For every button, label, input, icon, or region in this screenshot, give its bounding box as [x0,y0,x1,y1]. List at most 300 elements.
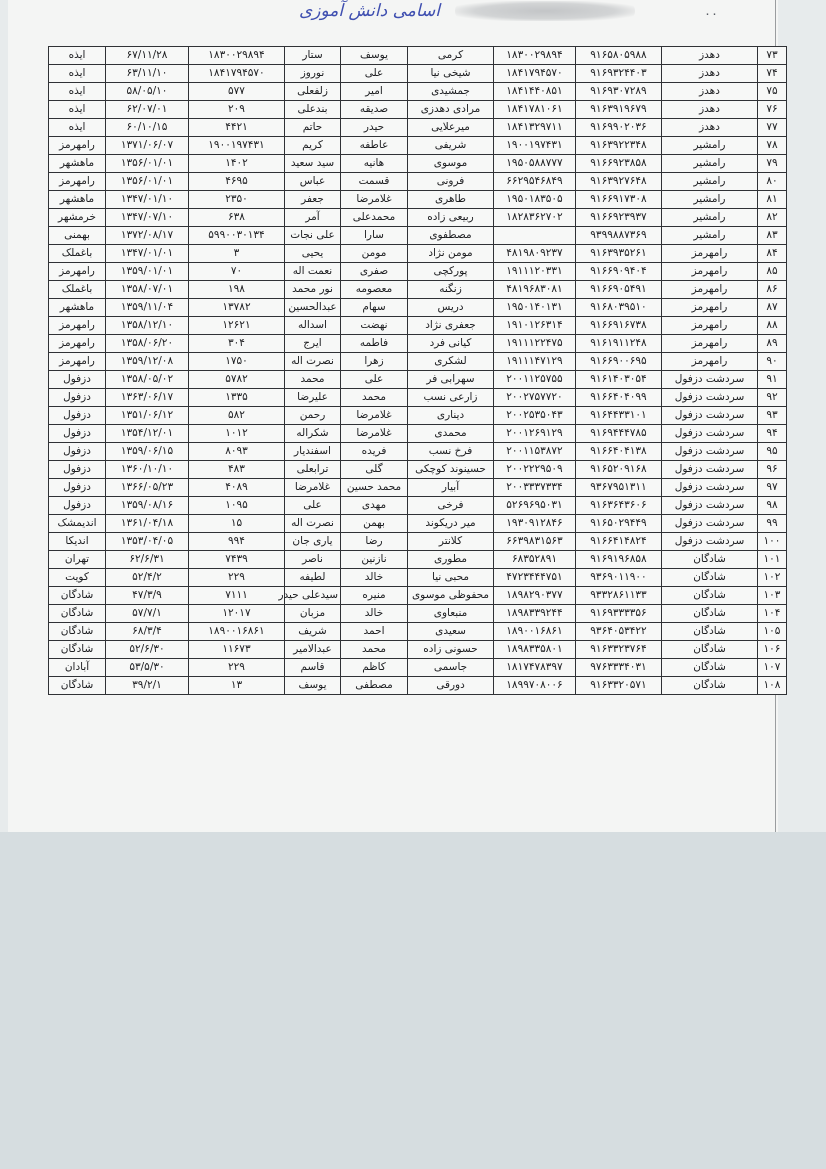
id-number-cell: ۱۸۱۷۴۷۸۳۹۷ [494,659,576,677]
mobile-number-cell: ۹۱۶۶۴۱۴۸۲۴ [576,533,662,551]
last-name-cell: میر دریکوند [408,515,494,533]
first-name-cell: امیر [341,83,408,101]
birth-date-cell: ۱۳۵۴/۱۲/۰۱ [106,425,189,443]
id-number-cell: ۱۸۹۹۷۰۸۰۰۶ [494,677,576,695]
last-name-cell: فرخی [408,497,494,515]
first-name-cell: مهدی [341,497,408,515]
id-number-cell: ۱۸۹۸۳۳۵۸۰۱ [494,641,576,659]
last-name-cell: دورقی [408,677,494,695]
first-name-cell: سارا [341,227,408,245]
row-number-cell: ۹۷ [758,479,787,497]
id-number-cell: ۲۰۰۱۱۵۳۸۷۲ [494,443,576,461]
birth-place-cell: آبادان [49,659,106,677]
father-name-cell: یاری جان [285,533,341,551]
first-name-cell: فاطمه [341,335,408,353]
birth-date-cell: ۱۳۴۷/۰۱/۰۱ [106,245,189,263]
id-number-cell: ۱۸۹۸۳۳۹۲۴۴ [494,605,576,623]
birth-date-cell: ۱۳۵۹/۰۸/۱۶ [106,497,189,515]
certificate-number-cell: ۴۴۲۱ [189,119,285,137]
mobile-number-cell: ۹۱۶۹۴۴۴۷۸۵ [576,425,662,443]
certificate-number-cell: ۱۲۶۲۱ [189,317,285,335]
row-number-cell: ۸۴ [758,245,787,263]
mobile-number-cell: ۹۳۹۹۸۸۷۳۶۹ [576,227,662,245]
id-number-cell: ۲۰۰۲۲۲۹۵۰۹ [494,461,576,479]
table-row [49,479,787,497]
certificate-number-cell: ۱۹۸ [189,281,285,299]
city-cell: رامشیر [662,191,758,209]
row-number-cell: ۸۷ [758,299,787,317]
row-number-cell: ۹۶ [758,461,787,479]
table-row [49,317,787,335]
last-name-cell: کرمی [408,47,494,65]
mobile-number-cell: ۹۱۶۹۳۰۷۲۸۹ [576,83,662,101]
birth-date-cell: ۱۳۵۳/۰۴/۰۵ [106,533,189,551]
father-name-cell: حاتم [285,119,341,137]
certificate-number-cell: ۸۰۹۳ [189,443,285,461]
father-name-cell: ایرج [285,335,341,353]
father-name-cell: نور محمد [285,281,341,299]
city-cell: رامهرمز [662,335,758,353]
mobile-number-cell: ۹۱۶۹۱۹۶۸۵۸ [576,551,662,569]
first-name-cell: صدیقه [341,101,408,119]
city-cell: دهدز [662,119,758,137]
birth-place-cell: دزفول [49,389,106,407]
city-cell: رامشیر [662,227,758,245]
certificate-number-cell: ۲۳۵۰ [189,191,285,209]
birth-date-cell: ۵۲/۶/۳۰ [106,641,189,659]
certificate-number-cell: ۱۰۱۲ [189,425,285,443]
last-name-cell: سعیدی [408,623,494,641]
id-number-cell: ۱۸۹۰۰۱۶۸۶۱ [494,623,576,641]
last-name-cell: لشکری [408,353,494,371]
table-row [49,83,787,101]
birth-place-cell: دزفول [49,461,106,479]
table-row [49,533,787,551]
table-row [49,209,787,227]
id-number-cell: ۱۹۱۱۱۲۰۳۳۱ [494,263,576,281]
last-name-cell: مصطفوی [408,227,494,245]
father-name-cell: یحیی [285,245,341,263]
certificate-number-cell: ۵۷۸۲ [189,371,285,389]
birth-place-cell: رامهرمز [49,317,106,335]
table-row [49,515,787,533]
row-number-cell: ۸۹ [758,335,787,353]
birth-place-cell: باغملک [49,245,106,263]
id-number-cell: ۶۶۳۹۸۳۱۵۶۳ [494,533,576,551]
birth-place-cell: ایذه [49,83,106,101]
birth-place-cell: رامهرمز [49,353,106,371]
first-name-cell: احمد [341,623,408,641]
id-number-cell: ۲۰۰۱۲۶۹۱۲۹ [494,425,576,443]
birth-date-cell: ۱۳۵۱/۰۶/۱۲ [106,407,189,425]
father-name-cell: نعمت اله [285,263,341,281]
city-cell: سردشت دزفول [662,461,758,479]
table-row [49,587,787,605]
city-cell: شادگان [662,605,758,623]
birth-place-cell: اندیکا [49,533,106,551]
table-row [49,119,787,137]
certificate-number-cell: ۴۸۳ [189,461,285,479]
city-cell: شادگان [662,623,758,641]
mobile-number-cell: ۹۱۶۳۳۲۰۵۷۱ [576,677,662,695]
mobile-number-cell: ۹۱۶۵۲۰۹۱۶۸ [576,461,662,479]
mobile-number-cell: ۹۱۶۳۳۲۳۷۶۴ [576,641,662,659]
birth-date-cell: ۶۸/۳/۴ [106,623,189,641]
father-name-cell: مزبان [285,605,341,623]
certificate-number-cell: ۲۲۹ [189,569,285,587]
last-name-cell: میرعلایی [408,119,494,137]
father-name-cell: زلفعلی [285,83,341,101]
birth-place-cell: شادگان [49,587,106,605]
birth-date-cell: ۱۳۵۸/۱۲/۱۰ [106,317,189,335]
father-name-cell: یوسف [285,677,341,695]
certificate-number-cell: ۱۱۶۷۳ [189,641,285,659]
last-name-cell: شیخی نیا [408,65,494,83]
first-name-cell: خالد [341,569,408,587]
certificate-number-cell: ۲۰۹ [189,101,285,119]
birth-date-cell: ۱۳۷۱/۰۶/۰۷ [106,137,189,155]
table-row [49,47,787,65]
city-cell: دهدز [662,101,758,119]
birth-place-cell: دزفول [49,479,106,497]
first-name-cell: زهرا [341,353,408,371]
birth-place-cell: رامهرمز [49,173,106,191]
birth-date-cell: ۱۳۶۱/۰۴/۱۸ [106,515,189,533]
father-name-cell: علی نجات [285,227,341,245]
id-number-cell: ۱۹۵۰۱۸۳۵۰۵ [494,191,576,209]
id-number-cell: ۴۸۱۹۶۸۳۰۸۱ [494,281,576,299]
birth-place-cell: ایذه [49,101,106,119]
certificate-number-cell: ۵۷۷ [189,83,285,101]
table-row [49,353,787,371]
table-row [49,389,787,407]
city-cell: سردشت دزفول [662,425,758,443]
row-number-cell: ۷۹ [758,155,787,173]
certificate-number-cell: ۵۸۲ [189,407,285,425]
city-cell: دهدز [662,65,758,83]
table-row [49,227,787,245]
mobile-number-cell: ۹۱۶۶۹۰۹۴۰۴ [576,263,662,281]
row-number-cell: ۹۴ [758,425,787,443]
id-number-cell: ۱۹۱۰۱۲۶۳۱۴ [494,317,576,335]
first-name-cell: یوسف [341,47,408,65]
birth-place-cell: کویت [49,569,106,587]
birth-date-cell: ۱۳۶۳/۰۶/۱۷ [106,389,189,407]
last-name-cell: زارعی نسب [408,389,494,407]
birth-date-cell: ۱۳۵۶/۰۱/۰۱ [106,155,189,173]
last-name-cell: کیانی فرد [408,335,494,353]
first-name-cell: حیدر [341,119,408,137]
birth-date-cell: ۵۸/۰۵/۱۰ [106,83,189,101]
id-number-cell: ۱۸۴۱۳۲۹۷۱۱ [494,119,576,137]
city-cell: رامهرمز [662,281,758,299]
mobile-number-cell: ۹۱۶۶۹۲۳۸۵۸ [576,155,662,173]
row-number-cell: ۸۳ [758,227,787,245]
table-row [49,173,787,191]
id-number-cell: ۱۸۹۸۲۹۰۳۷۷ [494,587,576,605]
row-number-cell: ۸۵ [758,263,787,281]
last-name-cell: محمدی [408,425,494,443]
birth-place-cell: ایذه [49,47,106,65]
table-row [49,263,787,281]
first-name-cell: معصومه [341,281,408,299]
father-name-cell: محمد [285,371,341,389]
id-number-cell: ۲۰۰۲۷۵۷۷۲۰ [494,389,576,407]
row-number-cell: ۹۵ [758,443,787,461]
mobile-number-cell: ۹۳۶۹۰۱۱۹۰۰ [576,569,662,587]
table-row [49,407,787,425]
last-name-cell: مطوری [408,551,494,569]
table-row [49,65,787,83]
last-name-cell: مومن نژاد [408,245,494,263]
father-name-cell: اسفندیار [285,443,341,461]
birth-date-cell: ۶۳/۱۱/۱۰ [106,65,189,83]
city-cell: سردشت دزفول [662,443,758,461]
birth-place-cell: دزفول [49,371,106,389]
last-name-cell: زنگنه [408,281,494,299]
id-number-cell: ۴۷۲۳۴۴۴۷۵۱ [494,569,576,587]
father-name-cell: جعفر [285,191,341,209]
row-number-cell: ۱۰۸ [758,677,787,695]
birth-date-cell: ۵۲/۴/۲ [106,569,189,587]
birth-place-cell: ایذه [49,119,106,137]
last-name-cell: دیناری [408,407,494,425]
father-name-cell: نصرت اله [285,353,341,371]
id-number-cell: ۶۸۳۵۲۸۹۱ [494,551,576,569]
birth-place-cell: ماهشهر [49,299,106,317]
certificate-number-cell: ۷۰ [189,263,285,281]
row-number-cell: ۸۶ [758,281,787,299]
father-name-cell: علیرضا [285,389,341,407]
city-cell: شادگان [662,677,758,695]
certificate-number-cell: ۷۱۱۱ [189,587,285,605]
birth-date-cell: ۵۷/۷/۱ [106,605,189,623]
id-number-cell: ۱۹۱۱۱۲۲۴۷۵ [494,335,576,353]
row-number-cell: ۹۳ [758,407,787,425]
birth-date-cell: ۵۳/۵/۳۰ [106,659,189,677]
id-number-cell: ۱۹۱۱۱۴۷۱۲۹ [494,353,576,371]
redacted-scribble [455,1,635,21]
id-number-cell: ۲۰۰۲۵۳۵۰۴۳ [494,407,576,425]
birth-place-cell: بهمنی [49,227,106,245]
certificate-number-cell: ۱۵ [189,515,285,533]
city-cell: رامهرمز [662,245,758,263]
last-name-cell: حسینوند کوچکی [408,461,494,479]
birth-date-cell: ۶۲/۶/۳۱ [106,551,189,569]
father-name-cell: نوروز [285,65,341,83]
first-name-cell: نهضت [341,317,408,335]
row-number-cell: ۷۵ [758,83,787,101]
roster-table-wrapper [48,46,781,695]
row-number-cell: ۹۹ [758,515,787,533]
birth-place-cell: رامهرمز [49,335,106,353]
first-name-cell: مومن [341,245,408,263]
row-number-cell: ۷۶ [758,101,787,119]
father-name-cell: اسداله [285,317,341,335]
id-number-cell [494,227,576,245]
row-number-cell: ۹۰ [758,353,787,371]
row-number-cell: ۹۲ [758,389,787,407]
last-name-cell: مرادی دهدزی [408,101,494,119]
id-number-cell: ۲۰۰۳۳۳۷۳۳۴ [494,479,576,497]
father-name-cell: آمر [285,209,341,227]
city-cell: سردشت دزفول [662,533,758,551]
row-number-cell: ۸۸ [758,317,787,335]
father-name-cell: ناصر [285,551,341,569]
first-name-cell: محمد [341,641,408,659]
birth-date-cell: ۱۳۴۷/۰۷/۱۰ [106,209,189,227]
row-number-cell: ۷۷ [758,119,787,137]
table-row [49,497,787,515]
mobile-number-cell: ۹۳۶۴۰۵۳۴۲۲ [576,623,662,641]
mobile-number-cell: ۹۳۳۲۸۶۱۱۳۳ [576,587,662,605]
id-number-cell: ۱۹۳۰۹۱۲۸۴۶ [494,515,576,533]
father-name-cell: بندعلی [285,101,341,119]
certificate-number-cell: ۱۰۹۵ [189,497,285,515]
certificate-number-cell: ۴۶۹۵ [189,173,285,191]
birth-date-cell: ۱۳۶۶/۰۵/۲۳ [106,479,189,497]
table-row [49,677,787,695]
certificate-number-cell: ۱۷۵۰ [189,353,285,371]
birth-date-cell: ۱۳۵۸/۰۶/۲۰ [106,335,189,353]
city-cell: رامشیر [662,209,758,227]
table-row [49,281,787,299]
table-row [49,335,787,353]
id-number-cell: ۱۸۳۰۰۲۹۸۹۴ [494,47,576,65]
certificate-number-cell: ۳ [189,245,285,263]
birth-date-cell: ۱۳۷۲/۰۸/۱۷ [106,227,189,245]
first-name-cell: غلامرضا [341,191,408,209]
last-name-cell: فرخ نسب [408,443,494,461]
father-name-cell: سید سعید [285,155,341,173]
city-cell: رامهرمز [662,263,758,281]
mobile-number-cell: ۹۱۶۵۸۰۵۹۸۸ [576,47,662,65]
first-name-cell: علی [341,371,408,389]
row-number-cell: ۱۰۳ [758,587,787,605]
last-name-cell: سهرابی فر [408,371,494,389]
last-name-cell: محبی نیا [408,569,494,587]
certificate-number-cell: ۱۳۷۸۲ [189,299,285,317]
city-cell: سردشت دزفول [662,479,758,497]
last-name-cell: آبیار [408,479,494,497]
city-cell: سردشت دزفول [662,407,758,425]
birth-place-cell: خرمشهر [49,209,106,227]
father-name-cell: لطیفه [285,569,341,587]
father-name-cell: ستار [285,47,341,65]
city-cell: رامهرمز [662,353,758,371]
id-number-cell: ۱۸۴۱۷۸۱۰۶۱ [494,101,576,119]
table-row [49,371,787,389]
birth-date-cell: ۱۳۵۹/۰۶/۱۵ [106,443,189,461]
birth-date-cell: ۱۳۵۶/۰۱/۰۱ [106,173,189,191]
mobile-number-cell: ۹۱۶۵۰۲۹۴۴۹ [576,515,662,533]
city-cell: شادگان [662,551,758,569]
last-name-cell: ربیعی زاده [408,209,494,227]
first-name-cell: غلامرضا [341,407,408,425]
table-row [49,137,787,155]
last-name-cell: شریفی [408,137,494,155]
table-row [49,155,787,173]
first-name-cell: بهمن [341,515,408,533]
mobile-number-cell: ۹۱۶۸۰۳۹۵۱۰ [576,299,662,317]
certificate-number-cell: ۱۸۴۱۷۹۴۵۷۰ [189,65,285,83]
table-row [49,101,787,119]
table-row [49,245,787,263]
birth-place-cell: اندیمشک [49,515,106,533]
birth-place-cell: شادگان [49,623,106,641]
row-number-cell: ۱۰۷ [758,659,787,677]
mobile-number-cell: ۹۳۶۷۹۵۱۳۱۱ [576,479,662,497]
first-name-cell: گلی [341,461,408,479]
last-name-cell: منبعاوی [408,605,494,623]
table-row [49,659,787,677]
birth-place-cell: ماهشهر [49,191,106,209]
mobile-number-cell: ۹۱۶۹۳۲۴۴۰۳ [576,65,662,83]
first-name-cell: قسمت [341,173,408,191]
table-row [49,461,787,479]
city-cell: شادگان [662,587,758,605]
first-name-cell: علی [341,65,408,83]
birth-date-cell: ۱۳۴۷/۰۱/۱۰ [106,191,189,209]
certificate-number-cell: ۳۰۴ [189,335,285,353]
father-name-cell: نصرت اله [285,515,341,533]
city-cell: دهدز [662,83,758,101]
table-row [49,569,787,587]
certificate-number-cell: ۱۸۹۰۰۱۶۸۶۱ [189,623,285,641]
birth-date-cell: ۶۰/۱۰/۱۵ [106,119,189,137]
mobile-number-cell: ۹۱۶۶۴۰۴۱۳۸ [576,443,662,461]
table-row [49,425,787,443]
birth-date-cell: ۱۳۵۹/۱۲/۰۸ [106,353,189,371]
birth-date-cell: ۶۷/۱۱/۲۸ [106,47,189,65]
mobile-number-cell: ۹۱۶۳۹۱۹۶۷۹ [576,101,662,119]
row-number-cell: ۱۰۶ [758,641,787,659]
row-number-cell: ۸۰ [758,173,787,191]
id-number-cell: ۴۸۱۹۸۰۹۲۳۷ [494,245,576,263]
birth-place-cell: دزفول [49,425,106,443]
father-name-cell: سیدعلی حیدر [285,587,341,605]
certificate-number-cell: ۶۳۸ [189,209,285,227]
certificate-number-cell: ۹۹۴ [189,533,285,551]
father-name-cell: عبدالحسین [285,299,341,317]
row-number-cell: ۷۳ [758,47,787,65]
first-name-cell: غلامرضا [341,425,408,443]
row-number-cell: ۷۸ [758,137,787,155]
mobile-number-cell: ۹۱۶۶۹۰۰۶۹۵ [576,353,662,371]
id-number-cell: ۱۹۵۰۵۸۸۷۷۷ [494,155,576,173]
father-name-cell: عباس [285,173,341,191]
mobile-number-cell: ۹۱۶۱۹۱۱۲۴۸ [576,335,662,353]
city-cell: رامشیر [662,155,758,173]
birth-date-cell: ۴۷/۳/۹ [106,587,189,605]
roster-table [48,46,787,695]
certificate-number-cell: ۱۸۳۰۰۲۹۸۹۴ [189,47,285,65]
last-name-cell: پورکچی [408,263,494,281]
mobile-number-cell: ۹۱۶۹۳۳۳۳۵۶ [576,605,662,623]
mobile-number-cell: ۹۱۶۳۶۴۳۶۰۶ [576,497,662,515]
first-name-cell: رضا [341,533,408,551]
first-name-cell: صفری [341,263,408,281]
last-name-cell: کلانتر [408,533,494,551]
first-name-cell: مصطفی [341,677,408,695]
last-name-cell: موسوی [408,155,494,173]
birth-date-cell: ۱۳۵۹/۰۱/۰۱ [106,263,189,281]
father-name-cell: عبدالامیر [285,641,341,659]
birth-place-cell: شادگان [49,677,106,695]
birth-place-cell: رامهرمز [49,137,106,155]
last-name-cell: جمشیدی [408,83,494,101]
row-number-cell: ۸۱ [758,191,787,209]
